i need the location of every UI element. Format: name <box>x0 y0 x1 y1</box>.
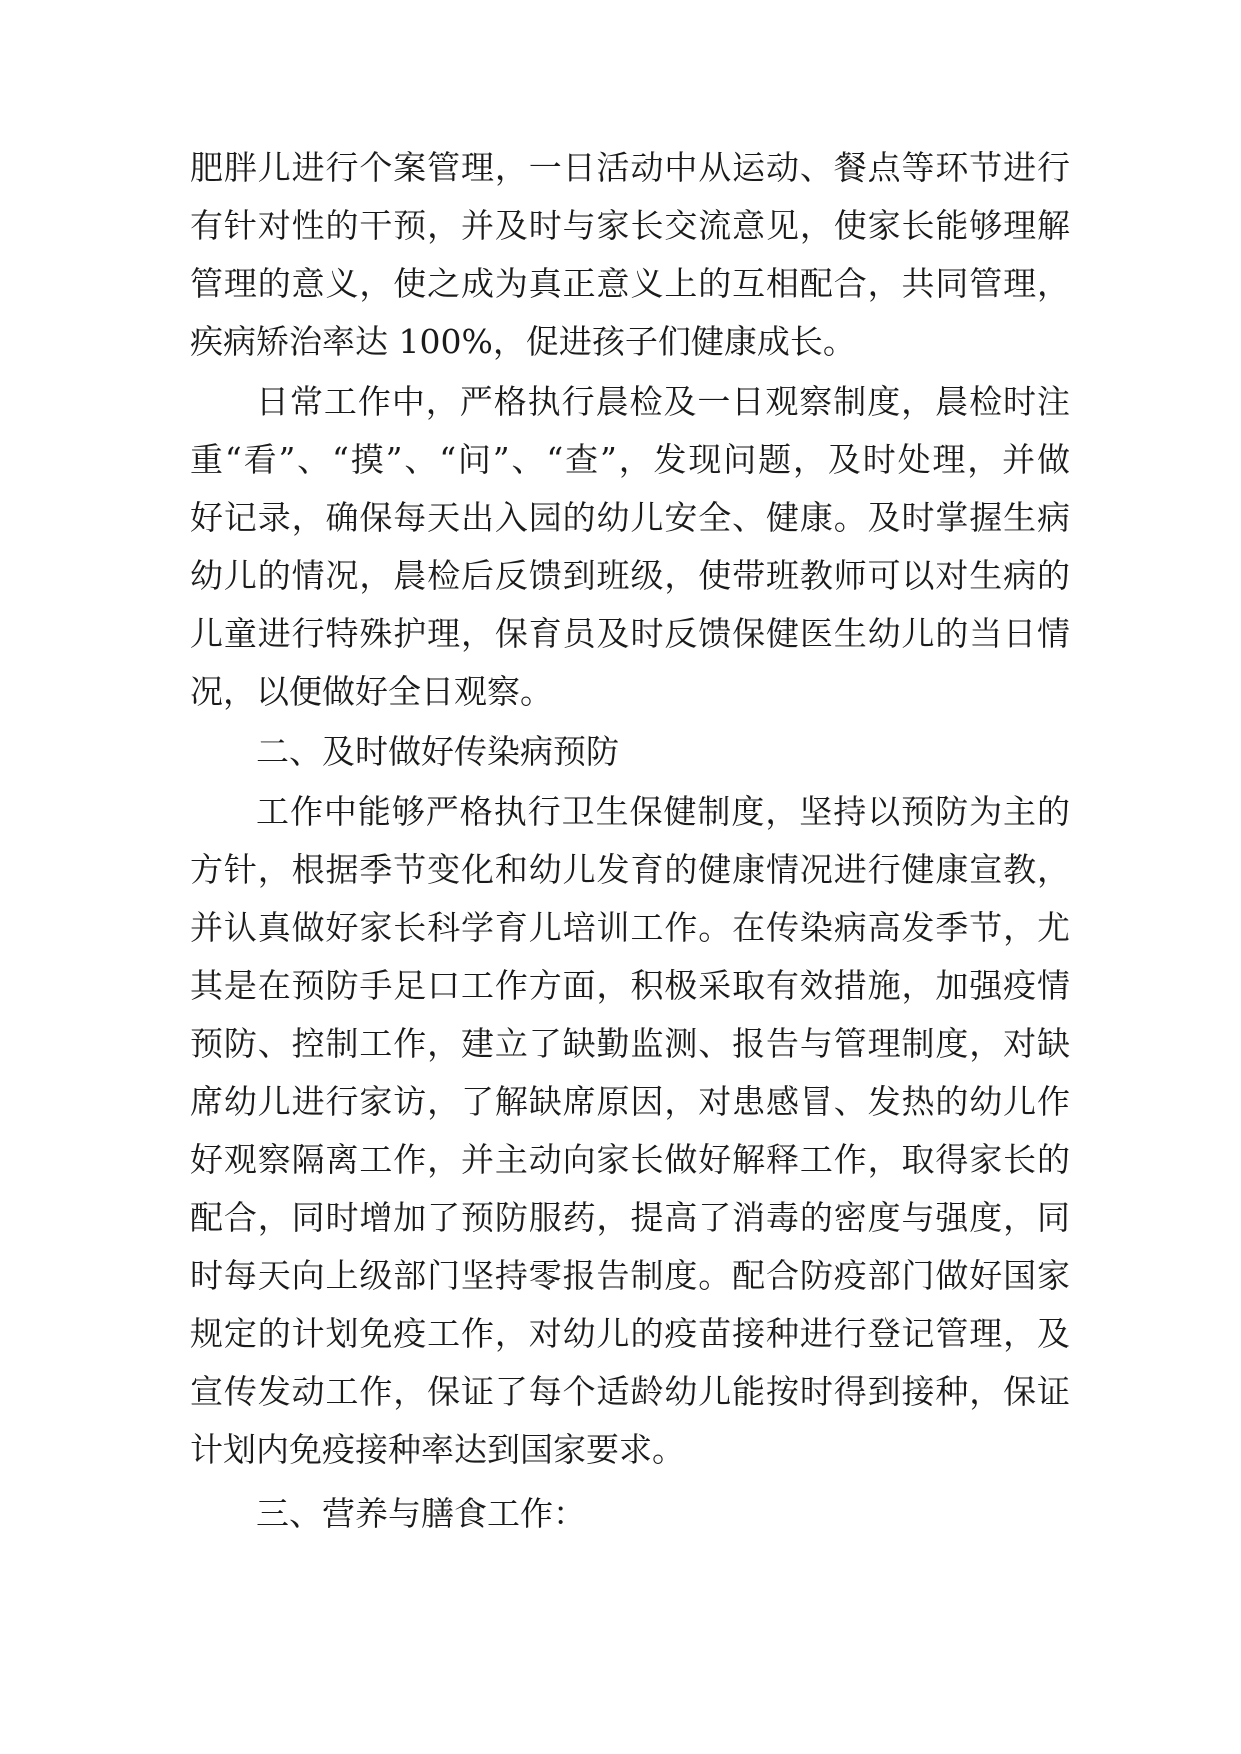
text-line: 好观察隔离工作，并主动向家长做好解释工作，取得家长的 <box>190 1140 1070 1179</box>
section-heading: 二、及时做好传染病预防 <box>256 732 619 771</box>
text-line: 规定的计划免疫工作，对幼儿的疫苗接种进行登记管理，及 <box>190 1314 1070 1353</box>
text-line: 幼儿的情况，晨检后反馈到班级，使带班教师可以对生病的 <box>190 556 1070 595</box>
text-line: 时每天向上级部门坚持零报告制度。配合防疫部门做好国家 <box>190 1256 1070 1295</box>
text-line: 计划内免疫接种率达到国家要求。 <box>190 1430 685 1469</box>
text-line: 疾病矫治率达 100%，促进孩子们健康成长。 <box>190 322 856 361</box>
text-line: 配合，同时增加了预防服药，提高了消毒的密度与强度，同 <box>190 1198 1070 1237</box>
text-line: 席幼儿进行家访，了解缺席原因，对患感冒、发热的幼儿作 <box>190 1082 1070 1121</box>
text-line: 有针对性的干预，并及时与家长交流意见，使家长能够理解 <box>190 206 1070 245</box>
text-line: 宣传发动工作，保证了每个适龄幼儿能按时得到接种，保证 <box>190 1372 1070 1411</box>
text-line: 预防、控制工作，建立了缺勤监测、报告与管理制度，对缺 <box>190 1024 1070 1063</box>
text-line: 工作中能够严格执行卫生保健制度，坚持以预防为主的 <box>256 792 1070 831</box>
text-line: 并认真做好家长科学育儿培训工作。在传染病高发季节，尤 <box>190 908 1070 947</box>
text-line: 肥胖儿进行个案管理，一日活动中从运动、餐点等环节进行 <box>190 148 1070 187</box>
text-line: 况，以便做好全日观察。 <box>190 672 553 711</box>
text-line: 日常工作中，严格执行晨检及一日观察制度，晨检时注 <box>256 382 1070 421</box>
text-line: 重“看”、“摸”、“问”、“查”，发现问题，及时处理，并做 <box>190 440 1070 479</box>
section-heading: 三、营养与膳食工作： <box>256 1494 586 1533</box>
text-line: 管理的意义，使之成为真正意义上的互相配合，共同管理， <box>190 264 1070 303</box>
text-line: 方针，根据季节变化和幼儿发育的健康情况进行健康宣教， <box>190 850 1070 889</box>
text-line: 儿童进行特殊护理，保育员及时反馈保健医生幼儿的当日情 <box>190 614 1070 653</box>
text-line: 其是在预防手足口工作方面，积极采取有效措施，加强疫情 <box>190 966 1070 1005</box>
text-line: 好记录，确保每天出入园的幼儿安全、健康。及时掌握生病 <box>190 498 1070 537</box>
